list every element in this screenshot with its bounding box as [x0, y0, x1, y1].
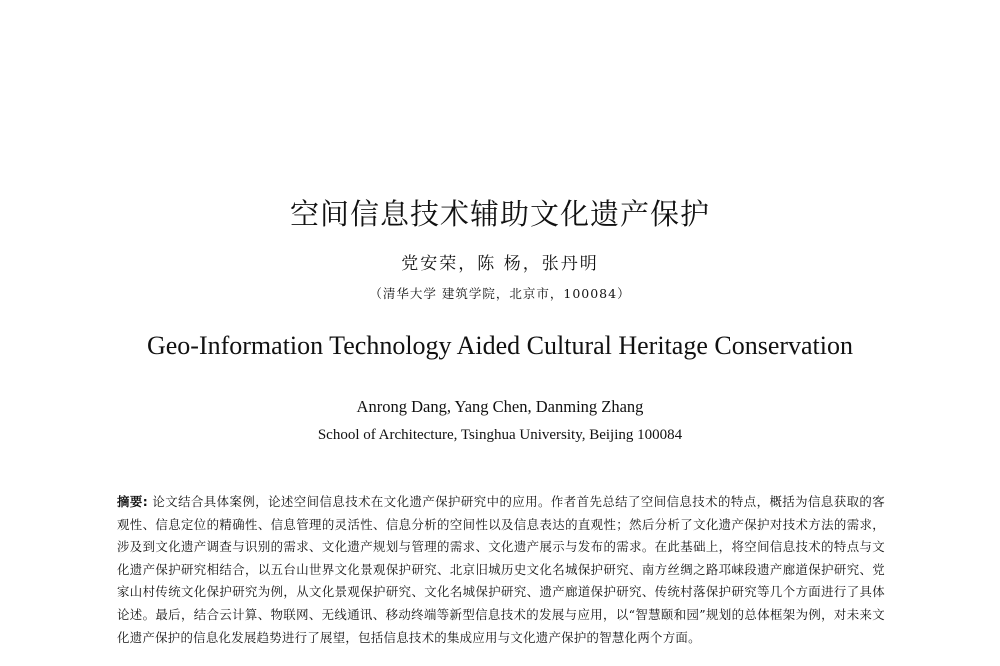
paper-title-english: Geo-Information Technology Aided Cultural Heritage Conservation — [146, 331, 854, 360]
authors-english: Anrong Dang, Yang Chen, Danming Zhang — [356, 397, 644, 416]
paper-title-chinese: 空间信息技术辅助文化遗产保护 — [289, 197, 710, 231]
affiliation-chinese: （清华大学 建筑学院，北京市，100084） — [369, 286, 631, 301]
abstract — [117, 491, 885, 649]
affiliation-english: School of Architecture, Tsinghua University, Beijing 100084 — [317, 427, 683, 443]
abstract-label: 摘要: — [117, 494, 148, 509]
authors-chinese: 党安荣，陈 杨，张丹明 — [401, 254, 599, 274]
abstract-text: 论文结合具体案例，论述空间信息技术在文化遗产保护研究中的应用。作者首先总结了空间信息技术的特点，概括为信息获取的客观性、信息定位的精确性、信息管理的灵活性、信息分析的空间性以及信息表达的直观性；然后分析了文化遗产保护对技术方法的需求，涉及到文化遗产调查与识别的需求、文化遗产规划与管理的需求、文化遗产展示与发布的需求。在此基础上，将空间信息技术的特点与文化遗产保护研究相结合，以五台山世界文化景观保护研究、北京旧城历史文化名城保护研究、南方丝绸之路邛崃段遗产廊道保护研究、党家山村传统文化保护研究为例，从文化景观保护研究、文化名城保护研究、遗产廊道保护研究、传统村落保护研究等几个方面进行了具体论述。最后，结合云计算、物联网、无线通讯、移动终端等新型信息技术的发展与应用，以“智慧颐和园”规划的总体框架为例，对未来文化遗产保护的信息化发展趋势进行了展望，包括信息技术的集成应用与文化遗产保护的智慧化两个方面。 — [117, 494, 885, 645]
